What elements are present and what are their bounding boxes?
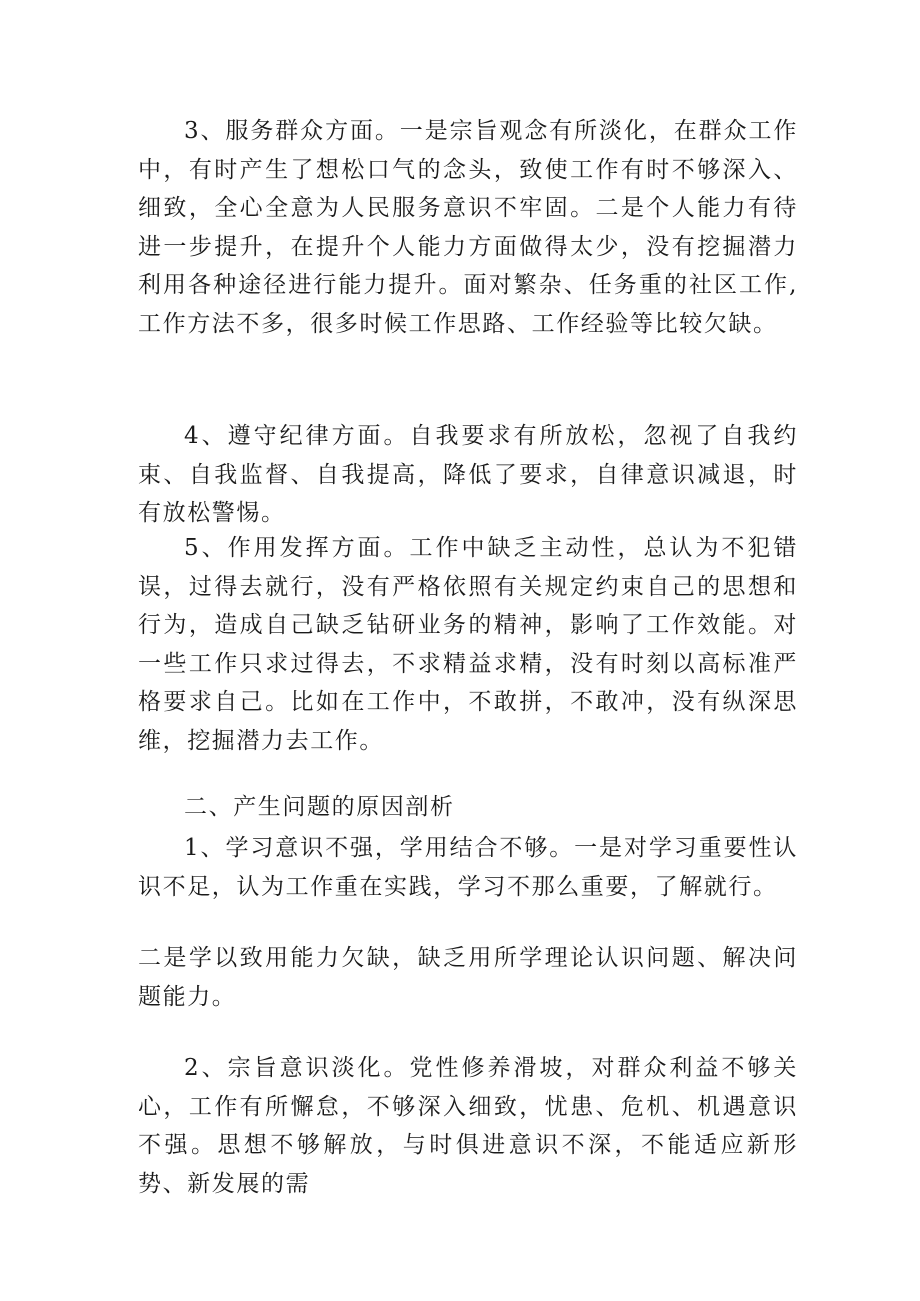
paragraph-service-to-masses: 3、服务群众方面。一是宗旨观念有所淡化，在群众工作中，有时产生了想松口气的念头，致使工作有时不够深入、细致，全心全意为人民服务意识不牢固。二是个人能力有待进一步提升，在提升个人能力方面做得太少，没有挖掘潜力利用各种途径进行能力提升。面对繁杂、任务重的社区工作,工作方法不多，很多时候工作思路、工作经验等比较欠缺。 <box>138 118 798 337</box>
paragraph-role-performance: 5、作用发挥方面。工作中缺乏主动性，总认为不犯错误，过得去就行，没有严格依照有关规定约束自己的思想和行为，造成自己缺乏钻研业务的精神，影响了工作效能。对一些工作只求过得去，不求精益求精，没有时刻以高标准严格要求自己。比如在工作中，不敢拼，不敢冲，没有纵深思维，挖掘潜力去工作。 <box>138 535 798 754</box>
paragraph-purpose-awareness: 2、宗旨意识淡化。党性修养滑坡，对群众利益不够关心，工作有所懈怠，不够深入细致，忧患、危机、机遇意识不强。思想不够解放，与时俱进意识不深，不能适应新形势、新发展的需 <box>138 1055 798 1197</box>
section-heading-cause-analysis: 二、产生问题的原因剖析 <box>184 794 455 820</box>
paragraph-application-ability: 二是学以致用能力欠缺，缺乏用所学理论认识问题、解决问题能力。 <box>138 945 798 1010</box>
paragraph-discipline: 4、遵守纪律方面。自我要求有所放松，忽视了自我约束、自我监督、自我提高，降低了要求，自律意识减退，时有放松警惕。 <box>138 423 798 526</box>
paragraph-learning-awareness: 1、学习意识不强，学用结合不够。一是对学习重要性认识不足，认为工作重在实践，学习不那么重要，了解就行。 <box>138 835 798 900</box>
